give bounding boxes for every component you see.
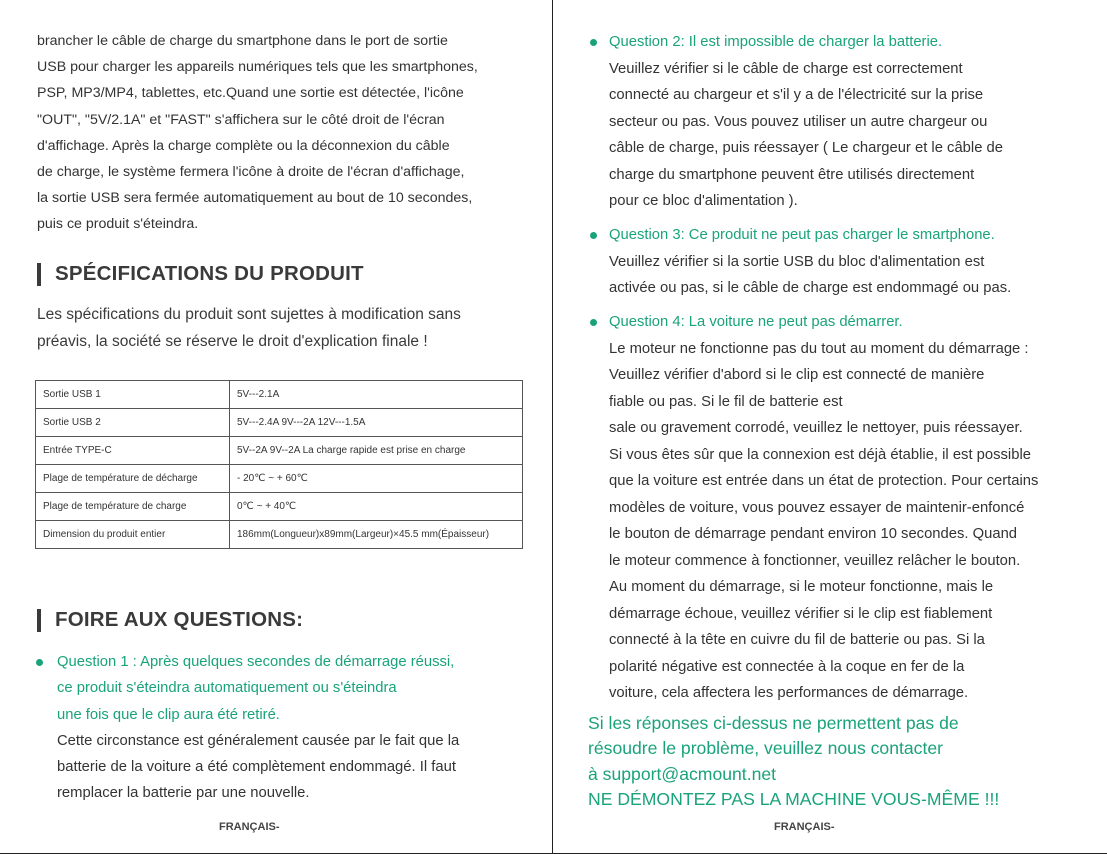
faq-question-line: ce produit s'éteindra automatiquement ou s'éteindra <box>57 680 397 697</box>
table-row <box>36 437 523 465</box>
faq-answer-line: démarrage échoue, veuillez vérifier si le clip est fiablement <box>609 605 993 622</box>
table-row <box>36 381 523 409</box>
faq-answer-line: secteur ou pas. Vous pouvez utiliser un autre chargeur ou <box>609 113 988 130</box>
table-row <box>36 465 523 493</box>
table-row <box>36 409 523 437</box>
intro-line: "OUT", "5V/2.1A" et "FAST" s'affichera sur le côté droit de l'écran <box>37 111 445 128</box>
faq-answer-line: connecté à la tête en cuivre du fil de batterie ou pas. Si la <box>609 632 985 648</box>
table-row <box>36 493 523 521</box>
spec-description-line: Les spécifications du produit sont sujettes à modification sans <box>37 306 461 323</box>
spec-value: 5V---2.1A <box>230 381 523 409</box>
contact-email[interactable]: à support@acmount.net <box>588 763 777 784</box>
heading-bar-icon <box>37 263 41 286</box>
bullet-dot-icon <box>590 39 597 46</box>
faq-answer-line: activée ou pas, si le câble de charge est endommagé ou pas. <box>609 280 1012 296</box>
faq-question-line: Question 3: Ce produit ne peut pas charger le smartphone. <box>609 227 995 243</box>
spec-label: Sortie USB 2 <box>36 409 230 437</box>
faq-item-q1 <box>57 649 459 807</box>
faq-answer-line: Si vous êtes sûr que la connexion est déjà établie, il est possible <box>609 446 1031 463</box>
faq-answer-line: sale ou gravement corrodé, veuillez le nettoyer, puis réessayer. <box>609 420 1023 436</box>
intro-line: puis ce produit s'éteindra. <box>37 216 199 233</box>
page-footer: FRANÇAIS- <box>774 821 835 833</box>
spec-label: Plage de température de charge <box>36 493 230 521</box>
faq-item-q3 <box>609 222 1011 302</box>
spec-value: 5V---2.4A 9V---2A 12V---1.5A <box>230 409 523 437</box>
spec-label: Plage de température de décharge <box>36 465 230 493</box>
spec-label: Entrée TYPE-C <box>36 437 230 465</box>
faq-answer-line: le moteur commence à fonctionner, veuillez relâcher le bouton. <box>609 552 1021 569</box>
spec-label: Sortie USB 1 <box>36 381 230 409</box>
faq-answer-line: connecté au chargeur et s'il y a de l'électricité sur la prise <box>609 87 984 103</box>
bullet-dot-icon <box>590 232 597 239</box>
contact-line: Si les réponses ci-dessus ne permettent pas de <box>588 713 959 733</box>
table-row <box>36 521 523 549</box>
contact-notice <box>588 711 999 812</box>
faq-answer-line: Cette circonstance est généralement causée par le fait que la <box>57 732 460 749</box>
spec-value: 186mm(Longueur)x89mm(Largeur)×45.5 mm(Épaisseur) <box>230 521 523 549</box>
spec-value: 5V--2A 9V--2A La charge rapide est prise en charge <box>230 437 523 465</box>
left-page <box>0 0 553 854</box>
faq-answer-line: câble de charge, puis réessayer ( Le chargeur et le câble de <box>609 140 1003 156</box>
heading-bar-icon <box>37 609 41 632</box>
faq-question-line: Question 1 : Après quelques secondes de démarrage réussi, <box>57 654 455 670</box>
bullet-dot-icon <box>36 659 43 666</box>
faq-question-line: Question 4: La voiture ne peut pas démarrer. <box>609 314 903 330</box>
spec-label: Dimension du produit entier <box>36 521 230 549</box>
faq-answer-line: pour ce bloc d'alimentation ). <box>609 193 798 209</box>
spec-value: - 20℃ ~ + 60℃ <box>230 465 523 493</box>
spec-heading <box>37 262 364 286</box>
intro-paragraph <box>37 28 537 238</box>
contact-line: résoudre le problème, veuillez nous contacter <box>588 738 944 759</box>
spec-heading-text: SPÉCIFICATIONS DU PRODUIT <box>55 262 364 285</box>
faq-answer-line: batterie de la voiture a été complètement endommagé. Il faut <box>57 759 456 776</box>
intro-line: la sortie USB sera fermée automatiquement au bout de 10 secondes, <box>37 190 473 207</box>
faq-answer-line: polarité négative est connectée à la coque en fer de la <box>609 658 965 675</box>
faq-answer-line: le bouton de démarrage pendant environ 10 secondes. Quand <box>609 526 1018 542</box>
faq-answer-line: Veuillez vérifier si le câble de charge est correctement <box>609 60 963 77</box>
bullet-dot-icon <box>590 319 597 326</box>
spec-description-line: préavis, la société se réserve le droit d'explication finale ! <box>37 333 428 350</box>
faq-question-line: Question 2: Il est impossible de charger la batterie. <box>609 34 943 50</box>
spec-table <box>35 380 523 549</box>
faq-item-q4 <box>609 309 1038 707</box>
warning-line: NE DÉMONTEZ PAS LA MACHINE VOUS-MÊME !!! <box>588 788 1000 809</box>
spec-description <box>37 301 461 355</box>
faq-answer-line: modèles de voiture, vous pouvez essayer de maintenir-enfoncé <box>609 499 1025 516</box>
faq-answer-line: Le moteur ne fonctionne pas du tout au moment du démarrage : <box>609 340 1029 357</box>
intro-line: d'affichage. Après la charge complète ou la déconnexion du câble <box>37 137 450 154</box>
faq-answer-line: charge du smartphone peuvent être utilisés directement <box>609 166 975 183</box>
page-footer: FRANÇAIS- <box>219 821 280 833</box>
faq-answer-line: fiable ou pas. Si le fil de batterie est <box>609 393 843 410</box>
right-page <box>553 0 1107 854</box>
faq-answer-line: Veuillez vérifier si la sortie USB du bloc d'alimentation est <box>609 253 985 270</box>
faq-heading-text: FOIRE AUX QUESTIONS: <box>55 608 304 631</box>
intro-line: brancher le câble de charge du smartphone dans le port de sortie <box>37 33 448 49</box>
faq-answer-line: remplacer la batterie par une nouvelle. <box>57 785 310 802</box>
faq-item-q2 <box>609 29 1003 215</box>
intro-line: USB pour charger les appareils numériques tels que les smartphones, <box>37 59 478 76</box>
spec-value: 0℃ ~ + 40℃ <box>230 493 523 521</box>
intro-line: de charge, le système fermera l'icône à droite de l'écran d'affichage, <box>37 164 465 181</box>
faq-question-line: une fois que le clip aura été retiré. <box>57 706 280 723</box>
faq-answer-line: Veuillez vérifier d'abord si le clip est connecté de manière <box>609 367 985 383</box>
faq-answer-line: Au moment du démarrage, si le moteur fonctionne, mais le <box>609 579 994 595</box>
faq-answer-line: que la voiture est entrée dans un état de protection. Pour certains <box>609 473 1039 489</box>
faq-answer-line: voiture, cela affectera les performances de démarrage. <box>609 685 969 701</box>
intro-line: PSP, MP3/MP4, tablettes, etc.Quand une sortie est détectée, l'icône <box>37 85 464 102</box>
faq-heading <box>37 608 303 632</box>
